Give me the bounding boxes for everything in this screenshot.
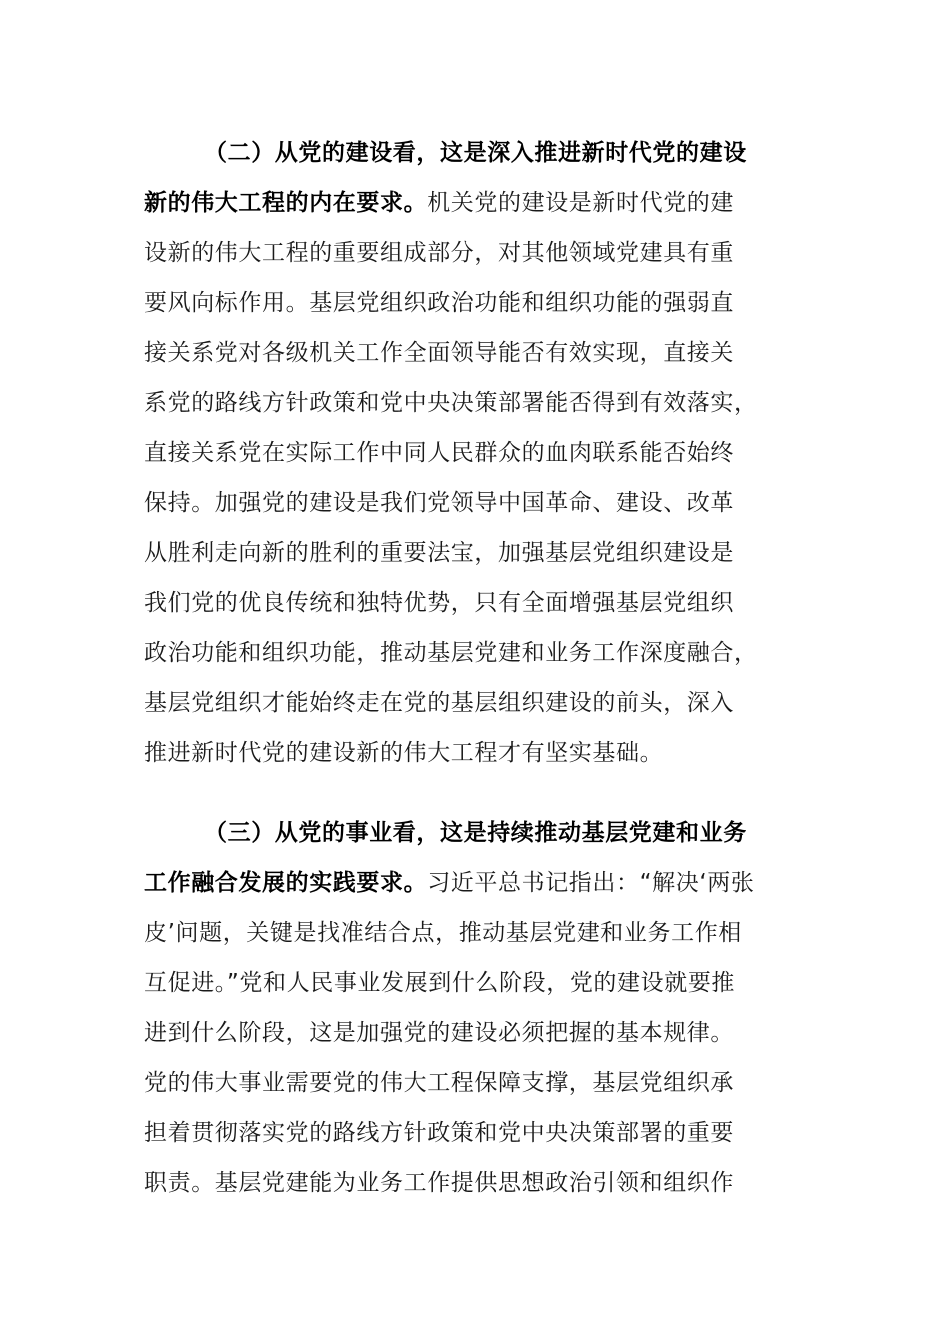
paragraph-line: 从胜利走向新的胜利的重要法宝，加强基层党组织建设是 bbox=[144, 540, 734, 566]
paragraph-line: 要风向标作用。基层党组织政治功能和组织功能的强弱直 bbox=[144, 290, 734, 316]
paragraph-heading: （三）从党的事业看，这是持续推动基层党建和业务 bbox=[204, 820, 747, 846]
paragraph-heading: 工作融合发展的实践要求。 bbox=[144, 870, 428, 896]
paragraph-line: 设新的伟大工程的重要组成部分，对其他领域党建具有重 bbox=[144, 240, 734, 266]
paragraph-line: 我们党的优良传统和独特优势，只有全面增强基层党组织 bbox=[144, 590, 734, 616]
paragraph-line: 党的伟大事业需要党的伟大工程保障支撑，基层党组织承 bbox=[144, 1070, 734, 1096]
paragraph-line bbox=[144, 128, 806, 178]
paragraph-heading: 新的伟大工程的内在要求。 bbox=[144, 190, 428, 216]
paragraph-heading: （二）从党的建设看，这是深入推进新时代党的建设 bbox=[204, 140, 747, 166]
paragraph-line bbox=[144, 178, 806, 228]
paragraph-line: 直接关系党在实际工作中同人民群众的血肉联系能否始终 bbox=[144, 440, 734, 466]
line-text: 习近平总书记指出：“解决‘两张 bbox=[427, 870, 755, 896]
paragraph-line: 政治功能和组织功能，推动基层党建和业务工作深度融合， bbox=[144, 640, 758, 666]
paragraph-line: 基层党组织才能始终走在党的基层组织建设的前头，深入 bbox=[144, 690, 734, 716]
paragraph-party-cause bbox=[144, 808, 806, 1208]
paragraph-line bbox=[144, 858, 806, 908]
paragraph-line: 担着贯彻落实党的路线方针政策和党中央决策部署的重要 bbox=[144, 1120, 734, 1146]
paragraph-line: 职责。基层党建能为业务工作提供思想政治引领和组织作 bbox=[144, 1170, 734, 1196]
paragraph-line: 保持。加强党的建设是我们党领导中国革命、建设、改革 bbox=[144, 490, 734, 516]
paragraph-line: 进到什么阶段，这是加强党的建设必须把握的基本规律。 bbox=[144, 1020, 734, 1046]
paragraph-line: 接关系党对各级机关工作全面领导能否有效实现，直接关 bbox=[144, 340, 734, 366]
paragraph-line bbox=[144, 808, 806, 858]
paragraph-party-building bbox=[144, 128, 806, 778]
paragraph-line: 互促进。”党和人民事业发展到什么阶段，党的建设就要推 bbox=[144, 970, 736, 996]
line-text: 机关党的建设是新时代党的建 bbox=[427, 190, 735, 216]
paragraph-line: 皮’问题，关键是找准结合点，推动基层党建和业务工作相 bbox=[144, 920, 742, 946]
paragraph-line: 系党的路线方针政策和党中央决策部署能否得到有效落实， bbox=[144, 390, 758, 416]
paragraph-line: 推进新时代党的建设新的伟大工程才有坚实基础。 bbox=[144, 740, 664, 766]
